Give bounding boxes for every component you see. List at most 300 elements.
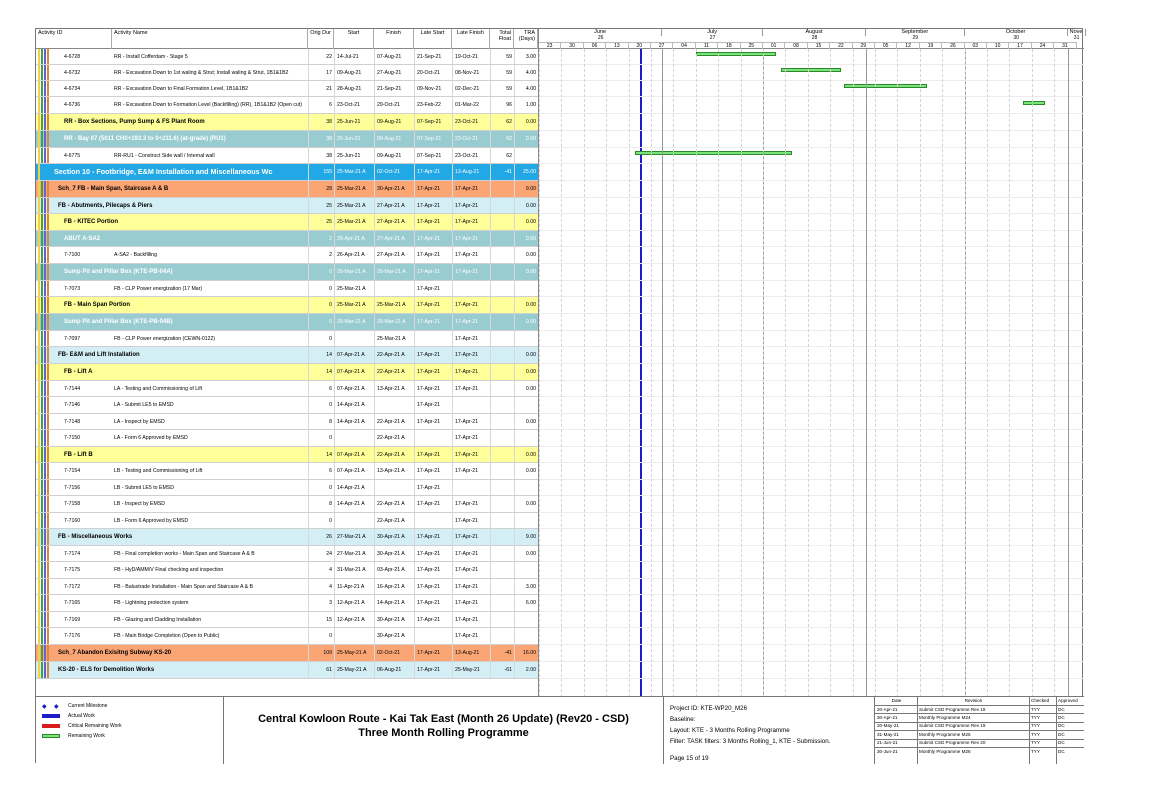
total-float-cell [490,314,514,330]
name-cell: FB - Main Bridge Completion (Open to Public) [114,633,220,639]
id-cell: 4-6732 [64,69,81,76]
wbs-band [47,198,49,213]
wbs-group-row[interactable] [36,264,538,281]
week-gridline [785,49,786,707]
late-start-cell: 17-Apr-21 [414,297,452,313]
wbs-band [38,612,40,627]
tra-cell: 9.00 [514,529,538,545]
schedule-page [35,28,1083,763]
col-orig-dur[interactable]: Orig Dur [308,29,334,49]
total-float-cell [490,414,514,429]
orig-dur-cell: 3 [308,595,334,611]
tra-cell: 0.00 [514,247,538,263]
revision-cell-date: 30-Jun-21 [877,748,898,754]
wbs-band [44,480,46,495]
wbs-level-bands [36,114,52,130]
activity-row[interactable] [36,579,538,595]
finish-cell: 22-Apr-21 A [374,496,414,512]
id-cell: 7-7169 [64,616,81,623]
name-cell: RR - Bay 07 (5011 CH0+193.3 to 0+211.6) (at-grade) (RU1) [64,136,226,142]
finish-cell: 14-Apr-21 A [374,595,414,611]
wbs-level-bands [36,662,52,678]
late-start-cell: 17-Apr-21 [414,579,452,594]
wbs-band [41,628,43,644]
col-start[interactable]: Start [334,29,374,49]
start-cell: 31-Mar-21 A [334,562,374,578]
wbs-band [47,645,49,661]
wbs-band [47,81,49,96]
project-info [664,697,875,764]
name-cell: LA - Submit LE5 to EMSD [114,402,174,408]
start-cell: 25-Jun-21 [334,114,374,130]
wbs-group-row[interactable] [36,231,538,247]
wbs-level-bands [36,645,52,661]
month-label: July [662,29,763,36]
wbs-level-bands [36,164,52,180]
wbs-group-row[interactable] [36,114,538,131]
wbs-band [47,562,49,578]
revision-cell-checked: TYY [1031,714,1040,720]
late-finish-cell: 17-Apr-21 [452,198,490,213]
remaining-work-bar[interactable] [844,84,927,88]
activity-row[interactable] [36,81,538,97]
wbs-band [41,463,43,479]
week-gridline [1054,49,1055,707]
name-cell: FB - KITEC Portion [64,219,118,225]
wbs-level-bands [36,447,52,462]
wbs-band [38,430,40,446]
activity-row[interactable] [36,331,538,347]
wbs-group-row[interactable] [36,529,538,546]
tra-cell: 0.00 [514,364,538,380]
finish-cell: 13-Apr-21 A [374,381,414,396]
id-cell: 7-7160 [64,517,81,524]
activity-row[interactable] [36,513,538,529]
wbs-band [44,264,46,280]
wbs-band [38,381,40,396]
name-cell: FB - Lift A [64,369,93,375]
col-total-float[interactable]: Total Float [490,29,514,49]
finish-cell: 22-Apr-21 A [374,414,414,429]
orig-dur-cell: 28 [308,181,334,197]
week-label: 31 [1054,42,1076,49]
id-cell: 4-6736 [64,102,81,108]
week-gridline [606,49,607,707]
gantt-row-line [539,213,1084,214]
orig-dur-cell: 0 [308,314,334,330]
late-finish-cell: 17-Apr-21 [452,579,490,594]
wbs-band [38,81,40,96]
wbs-level-bands [36,381,52,396]
id-cell: 4-6775 [64,152,81,159]
late-finish-cell: 17-Apr-21 [452,628,490,644]
wbs-band [38,331,40,346]
id-cell: 7-7174 [64,550,81,557]
wbs-band [41,579,43,594]
start-cell: 28-Aug-21 [334,81,374,96]
tra-cell: 3.00 [514,579,538,594]
activity-row[interactable] [36,414,538,430]
total-float-cell [490,480,514,495]
wbs-group-row[interactable] [36,662,538,679]
wbs-band [38,595,40,611]
orig-dur-cell: 6 [308,97,334,113]
week-label: 30 [561,42,583,49]
name-cell: Sch_7 Abandon Exisitng Subway KS-20 [58,650,172,656]
wbs-level-bands [36,397,52,413]
wbs-group-row[interactable] [36,297,538,314]
legend-label: Actual Work [68,713,95,719]
tra-cell: 0.00 [514,131,538,147]
late-finish-cell: 17-Apr-21 [452,529,490,545]
activity-row[interactable] [36,562,538,579]
total-float-cell [490,381,514,396]
wbs-band [44,447,46,462]
col-activity-id[interactable]: Activity ID [36,29,112,49]
finish-cell: 27-Apr-21 A [374,231,414,246]
col-finish[interactable]: Finish [374,29,414,49]
month-number: 26 [597,35,604,41]
activity-row[interactable] [36,49,538,65]
wbs-group-row[interactable] [36,181,538,198]
late-start-cell: 17-Apr-21 [414,397,452,413]
wbs-group-row[interactable] [36,198,538,214]
id-cell: 4-6734 [64,85,81,92]
wbs-level-bands [36,480,52,495]
layout: Layout: KTE - 3 Months Rolling Programme [670,727,790,734]
orig-dur-cell: 2 [308,231,334,246]
wbs-band [47,214,49,230]
late-start-cell: 17-Apr-21 [414,662,452,678]
tra-cell [514,513,538,528]
late-start-cell: 17-Apr-21 [414,264,452,280]
gantt-row-line [539,64,1084,65]
total-float-cell: 96 [490,97,514,113]
wbs-group-row[interactable] [36,645,538,662]
col-tra[interactable]: TRA (Days) [514,29,538,49]
wbs-band [38,546,40,561]
wbs-band [47,546,49,561]
id-cell: 7-7150 [64,435,81,441]
finish-cell [374,281,414,296]
week-label: 22 [830,42,852,49]
orig-dur-cell: 155 [308,164,334,180]
name-cell: FB - Abutments, Pilecaps & Piers [58,202,153,209]
name-cell: FB - Main Span Portion [64,302,130,308]
wbs-group-row[interactable] [36,347,538,364]
start-cell: 07-Apr-21 A [334,447,374,462]
title-block [224,697,664,764]
late-finish-cell: 17-Apr-21 [452,314,490,330]
remaining-work-bar[interactable] [781,68,841,72]
late-start-cell: 17-Apr-21 [414,364,452,380]
late-finish-cell: 17-Apr-21 [452,513,490,528]
activity-row[interactable] [36,595,538,612]
orig-dur-cell: 26 [308,529,334,545]
wbs-band [44,198,46,213]
name-cell: FB- E&M and Lift Installation [58,352,140,358]
remaining-work-bar[interactable] [696,52,777,56]
week-gridline [1009,49,1010,707]
late-finish-cell: 13-Aug-21 [452,164,490,180]
name-cell: LA - Form 6 Approved by EMSD [114,435,188,441]
gantt-row-line [539,197,1084,198]
late-start-cell: 17-Apr-21 [414,546,452,561]
start-cell [334,628,374,644]
activity-row[interactable] [36,480,538,496]
total-float-cell: 62 [490,148,514,163]
wbs-band [44,65,46,80]
gantt-row-line [539,380,1084,381]
wbs-band [44,579,46,594]
gantt-row-line [539,611,1084,612]
finish-cell: 25-Mar-21 A [374,331,414,346]
wbs-band [41,364,43,380]
footer [36,696,1084,764]
wbs-band [47,595,49,611]
late-finish-cell: 17-Apr-21 [452,562,490,578]
wbs-band [41,198,43,213]
wbs-band [47,628,49,644]
activity-row[interactable] [36,281,538,297]
wbs-band [44,546,46,561]
week-label: 23 [539,42,561,49]
finish-cell: 25-Mar-21 A [374,264,414,280]
week-gridline [718,49,719,707]
activity-row[interactable] [36,463,538,480]
tra-cell: 1.00 [514,97,538,113]
finish-cell: 09-Aug-21 [374,131,414,147]
start-cell: 25-Mar-21 A [334,214,374,230]
late-start-cell: 07-Sep-21 [414,114,452,130]
wbs-level-bands [36,231,52,246]
start-cell: 25-May-21 A [334,645,374,661]
id-cell: 7-7156 [64,484,81,491]
week-gridline [561,49,562,707]
orig-dur-cell: 14 [308,364,334,380]
late-finish-cell: 17-Apr-21 [452,430,490,446]
col-late-start[interactable]: Late Start [414,29,452,49]
wbs-band [41,546,43,561]
late-start-cell: 17-Apr-21 [414,414,452,429]
wbs-level-bands [36,81,52,96]
late-finish-cell: 17-Apr-21 [452,612,490,627]
gantt-row-line [539,594,1084,595]
legend-item-milestone [42,703,107,709]
revision-cell-checked: TYY [1031,740,1040,746]
wbs-group-row[interactable] [36,447,538,463]
col-late-finish[interactable]: Late Finish [452,29,490,49]
wbs-band [47,331,49,346]
wbs-band [38,480,40,495]
orig-dur-cell: 0 [308,480,334,495]
gantt-row-line [539,80,1084,81]
gantt-row-line [539,113,1084,114]
week-label: 20 [629,42,651,49]
start-cell: 12-Apr-21 A [334,595,374,611]
late-finish-cell: 17-Apr-21 [452,214,490,230]
wbs-band [41,231,43,246]
tra-cell [514,281,538,296]
week-gridline [808,49,809,707]
gantt-row-line [539,230,1084,231]
name-cell: FB - CLP Power energization (CEWN-0122) [114,335,216,342]
activity-row[interactable] [36,430,538,447]
gantt-row-line [539,561,1084,562]
wbs-band [41,281,43,296]
total-float-cell: 59 [490,81,514,96]
late-start-cell: 17-Apr-21 [414,314,452,330]
wbs-band [38,645,40,661]
activity-row[interactable] [36,397,538,414]
week-label: 10 [987,42,1009,49]
tra-cell [514,628,538,644]
gantt-row-line [539,246,1084,247]
gantt-row-line [539,627,1084,628]
week-gridline [741,49,742,707]
start-cell: 07-Apr-21 A [334,463,374,479]
activity-row[interactable] [36,247,538,264]
start-cell: 27-Mar-21 A [334,546,374,561]
week-gridline [897,49,898,707]
revision-header-checked: Checked [1031,698,1050,703]
name-cell: FB - HyD/AMM/V Final checking and inspection [114,567,224,573]
gantt-row-line [539,363,1084,364]
orig-dur-cell: 38 [308,148,334,163]
revision-cell-checked: TYY [1031,723,1040,729]
remaining-work-bar[interactable] [635,151,792,155]
wbs-band [38,164,40,180]
remaining-work-bar[interactable] [1023,101,1045,105]
legend-label: Current Milestone [68,703,108,709]
wbs-band [41,662,43,678]
wbs-level-bands [36,314,52,330]
wbs-band [44,513,46,528]
start-cell: 07-Apr-21 A [334,347,374,363]
activity-row[interactable] [36,148,538,164]
wbs-band [47,529,49,545]
total-float-cell [490,214,514,230]
week-gridline [539,49,540,707]
late-finish-cell: 13-Aug-21 [452,645,490,661]
gantt-row-line [539,346,1084,347]
revision-header-revision: Revision [964,698,983,703]
month-label: June [539,29,662,36]
id-cell: 7-7148 [64,418,81,425]
table-header [36,29,538,49]
late-start-cell: 21-Sep-21 [414,49,452,64]
activity-row[interactable] [36,546,538,562]
activity-row[interactable] [36,612,538,628]
orig-dur-cell: 4 [308,579,334,594]
gantt-row-line [539,130,1084,131]
week-label: 25 [741,42,763,49]
wbs-band [47,347,49,363]
wbs-group-row[interactable] [36,214,538,231]
wbs-band [44,645,46,661]
month-number: 30 [1013,35,1019,41]
wbs-band [41,397,43,413]
wbs-group-row[interactable] [36,131,538,148]
wbs-band [47,381,49,396]
gantt-row-line [539,512,1084,513]
wbs-level-bands [36,414,52,429]
wbs-group-row[interactable] [36,164,538,181]
gantt-row-line [539,462,1084,463]
wbs-band [47,414,49,429]
total-float-cell [490,181,514,197]
wbs-level-bands [36,347,52,363]
week-label: 01 [763,42,785,49]
late-start-cell: 17-Apr-21 [414,198,452,213]
start-cell: 25-May-21 A [334,662,374,678]
week-label: 03 [965,42,987,49]
wbs-level-bands [36,264,52,280]
start-cell [334,331,374,346]
wbs-level-bands [36,496,52,512]
late-start-cell: 17-Apr-21 [414,463,452,479]
finish-cell: 27-Apr-21 A [374,214,414,230]
activity-row[interactable] [36,97,538,114]
finish-cell: 30-Apr-21 A [374,546,414,561]
revision-cell-revision: Submit CSD Programme Rev 18 [919,706,986,712]
activity-row[interactable] [36,628,538,645]
name-cell: LB - Form 6 Approved by EMSD [114,517,189,524]
wbs-band [41,314,43,330]
report-title: Central Kowloon Route - Kai Tak East (Month 26 Update) (Rev20 - CSD) [258,713,629,725]
late-finish-cell: 17-Apr-21 [452,546,490,561]
wbs-band [47,364,49,380]
total-float-cell [490,513,514,528]
start-cell: 25-Mar-21 A [334,198,374,213]
wbs-group-row[interactable] [36,364,538,381]
gantt-row-line [539,479,1084,480]
week-label: 27 [651,42,673,49]
wbs-band [44,381,46,396]
total-float-cell [490,397,514,413]
activity-row[interactable] [36,381,538,397]
wbs-band [44,148,46,163]
tra-cell: 0.00 [514,414,538,429]
revision-header-approved: Approved [1058,698,1078,703]
wbs-band [38,397,40,413]
wbs-level-bands [36,430,52,446]
wbs-band [38,447,40,462]
wbs-band [44,414,46,429]
wbs-level-bands [36,628,52,644]
finish-cell: 30-Apr-21 A [374,529,414,545]
start-cell: 25-Jun-21 [334,131,374,147]
late-start-cell: 17-Apr-21 [414,381,452,396]
wbs-level-bands [36,463,52,479]
wbs-group-row[interactable] [36,314,538,331]
gantt-row-line [539,528,1084,529]
col-activity-name[interactable]: Activity Name [112,29,308,49]
activity-row[interactable] [36,65,538,81]
tra-cell [514,480,538,495]
wbs-band [47,579,49,594]
wbs-band [47,480,49,495]
finish-cell: 21-Sep-21 [374,81,414,96]
late-finish-cell: 17-Apr-21 [452,447,490,462]
month-number: 29 [912,35,919,41]
tra-cell: 0.00 [514,297,538,313]
activity-row[interactable] [36,496,538,513]
tra-cell: 0.00 [514,381,538,396]
tra-cell: 0.00 [514,314,538,330]
late-start-cell: 17-Apr-21 [414,281,452,296]
total-float-cell [490,347,514,363]
